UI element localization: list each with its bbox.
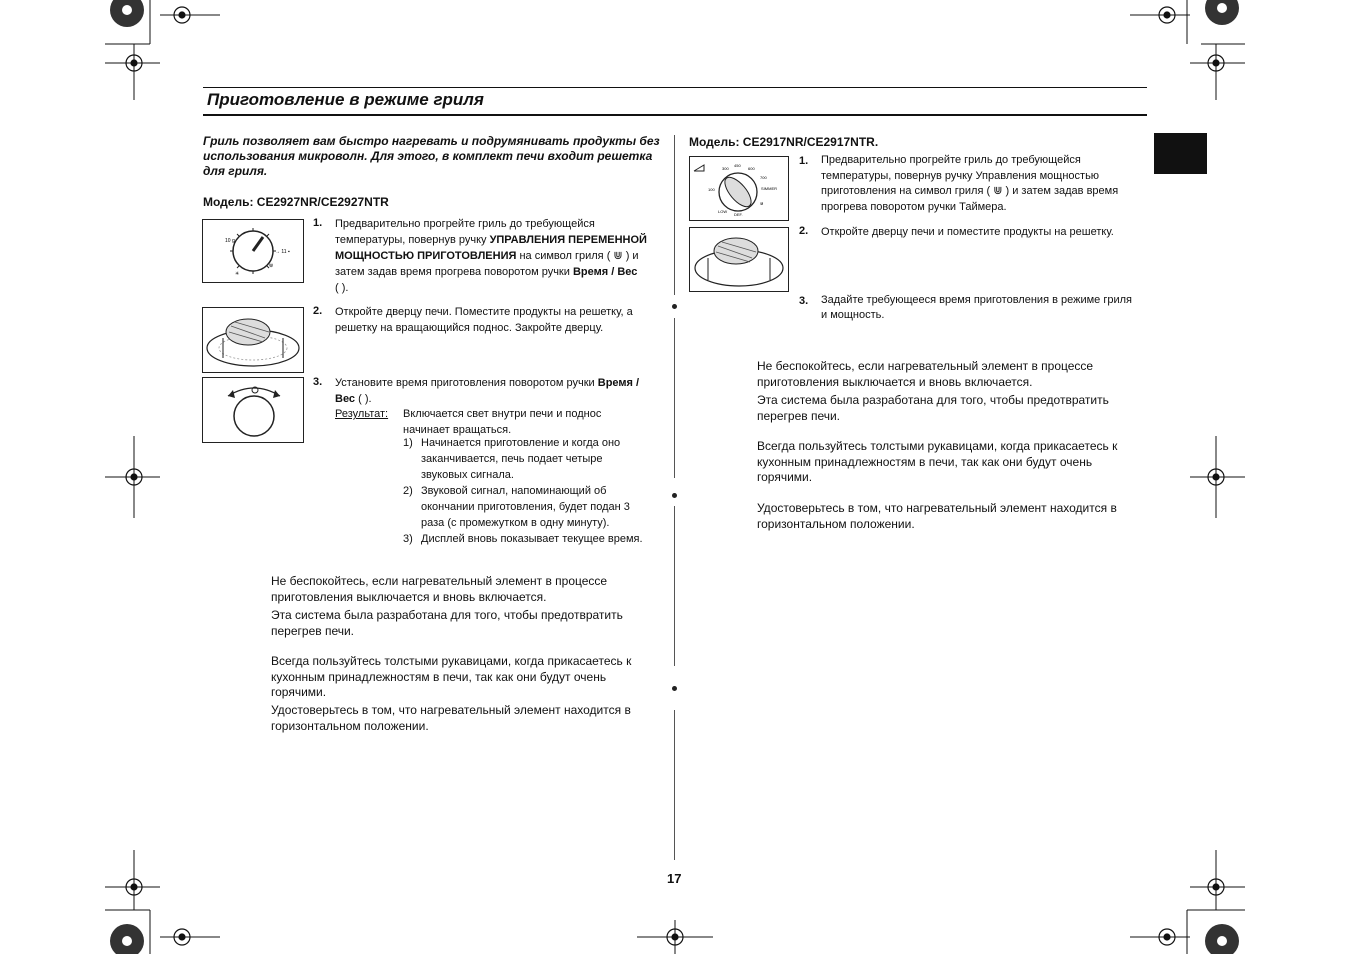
- right-note-1: Не беспокойтесь, если нагревательный элемент в процессе приготовления выключается и вновь включается.: [757, 359, 1094, 389]
- column-divider: [674, 506, 675, 666]
- power-dial-image-right: [689, 156, 789, 221]
- left-step1-line1: Предварительно прогрейте гриль до требующейся: [335, 218, 595, 230]
- column-divider: [674, 710, 675, 860]
- left-step1-line3-end: ) и: [622, 250, 639, 262]
- dial-300: 300: [722, 166, 729, 171]
- left-step3-text: [335, 375, 665, 407]
- left-step1-line4: затем задав время прогрева поворотом ручки: [335, 266, 573, 278]
- timer-knob-image: [202, 377, 304, 443]
- left-model-label: Модель: CE2927NR/CE2927NTR: [203, 195, 389, 209]
- right-note-4: Удостоверьтесь в том, что нагревательный элемент находится в горизонтальном положении.: [757, 501, 1117, 531]
- left-step2-line2: решетку на вращающийся поднос. Закройте дверцу.: [335, 322, 604, 334]
- column-divider: [674, 135, 675, 295]
- result-list: [403, 435, 673, 547]
- dial-700: 700: [760, 175, 767, 180]
- list-item: 1) Начинается приготовление и когда оно заканчивается, печь подает четыре звуковых сигнала.: [403, 437, 621, 481]
- dial-label-power: → 11 ▪: [275, 249, 290, 255]
- oven-rack-image: [202, 307, 304, 373]
- right-note-3: Всегда пользуйтесь толстыми рукавицами, когда прикасаетесь к кухонным принадлежностям в печи, так как они будут очень горячими.: [757, 439, 1118, 484]
- result-line2: начинает вращаться.: [403, 424, 512, 436]
- grill-icon: ⋓: [613, 250, 623, 262]
- title-top-rule: [203, 87, 1147, 88]
- result-line1: Включается свет внутри печи и поднос: [403, 408, 602, 420]
- title-bottom-rule: [203, 114, 1147, 116]
- dial-label-grill: ⋓: [269, 263, 274, 269]
- left-note-4: Удостоверьтесь в том, что нагревательный элемент находится в горизонтальном положении.: [271, 703, 631, 733]
- dial-100: 100: [708, 187, 715, 192]
- left-step3-line2: ( ).: [355, 393, 372, 405]
- right-step1-number: 1.: [799, 155, 809, 167]
- right-step3-number: 3.: [799, 295, 809, 307]
- page-number: 17: [667, 871, 682, 886]
- left-note-1: Не беспокойтесь, если нагревательный элемент в процессе приготовления выключается и вновь включается.: [271, 574, 608, 604]
- right-note-2: Эта система была разработана для того, чтобы предотвратить перегрев печи.: [757, 393, 1109, 423]
- right-step2-text: Откройте дверцу печи и поместите продукты на решетку.: [821, 226, 1114, 238]
- left-step1-line2: температуры, повернув ручку: [335, 234, 490, 246]
- page-title: Приготовление в режиме гриля: [207, 90, 484, 109]
- dial-grill: ⋓: [760, 201, 764, 206]
- divider-dot: [672, 686, 677, 691]
- divider-dot: [672, 493, 677, 498]
- left-step2-number: 2.: [313, 305, 323, 317]
- divider-dot: [672, 304, 677, 309]
- oven-rack-image-right: [689, 227, 789, 292]
- right-step1-text: Предварительно прогрейте гриль до требующейся температуры, повернув ручку Управления мощностью приготовления на символ гриля ( ⋓ ) и затем задав время прогрева поворотом ручки Таймера.: [821, 154, 1119, 213]
- result-text: [403, 406, 663, 438]
- left-step3-number: 3.: [313, 376, 323, 388]
- dial-450: 450: [734, 163, 741, 168]
- left-step1-number: 1.: [313, 217, 323, 229]
- intro-text: Гриль позволяет вам быстро нагревать и подрумянивать продукты без использования микроволн. Для этого, в комплект печи входит решетка для гриля.: [203, 134, 660, 178]
- dial-low: LOW: [718, 209, 728, 214]
- left-step2-text: [335, 304, 665, 336]
- left-note-2: Эта система была разработана для того, чтобы предотвратить перегрев печи.: [271, 608, 623, 638]
- left-step1-line3: на символ гриля (: [516, 250, 614, 262]
- right-model-label: Модель: CE2917NR/CE2917NTR.: [689, 135, 879, 149]
- left-step1-line5: ( ).: [335, 282, 349, 294]
- knob-name: Время / Вес: [572, 266, 638, 278]
- result-label: Результат:: [335, 408, 389, 420]
- knob-name: Время /: [597, 377, 640, 389]
- column-divider: [674, 318, 675, 478]
- dial-simmer: SIMMER: [761, 186, 777, 191]
- left-step2-line1: Откройте дверцу печи. Поместите продукты на решетку, а: [335, 306, 633, 318]
- dial-600: 600: [748, 166, 755, 171]
- left-step1-text: [335, 216, 665, 296]
- left-note-3: Всегда пользуйтесь толстыми рукавицами, когда прикасаетесь к кухонным принадлежностям в печи, так как они будут очень горячими.: [271, 654, 632, 699]
- right-step2-number: 2.: [799, 225, 809, 237]
- dial-label-weight: 10 g: [225, 238, 235, 244]
- dial-label-defrost: ✳: [235, 271, 240, 277]
- power-dial-image: [202, 219, 304, 283]
- knob-name-cont: Вес: [335, 393, 356, 405]
- dial-def: DEF.: [734, 212, 743, 217]
- left-step3-line1: Установите время приготовления поворотом ручки: [335, 377, 598, 389]
- list-item: 2) Звуковой сигнал, напоминающий об окончании приготовления, будет подан 3 раза (с промежутком в одну минуту).: [403, 485, 630, 529]
- right-step3-text: Задайте требующееся время приготовления в режиме гриля и мощность.: [821, 294, 1132, 321]
- control-name: УПРАВЛЕНИЯ ПЕРЕМЕННОЙ: [489, 234, 647, 246]
- list-item: 3) Дисплей вновь показывает текущее время.: [403, 533, 643, 545]
- section-tab-marker: [1154, 133, 1207, 174]
- control-name-cont: МОЩНОСТЬЮ ПРИГОТОВЛЕНИЯ: [335, 250, 517, 262]
